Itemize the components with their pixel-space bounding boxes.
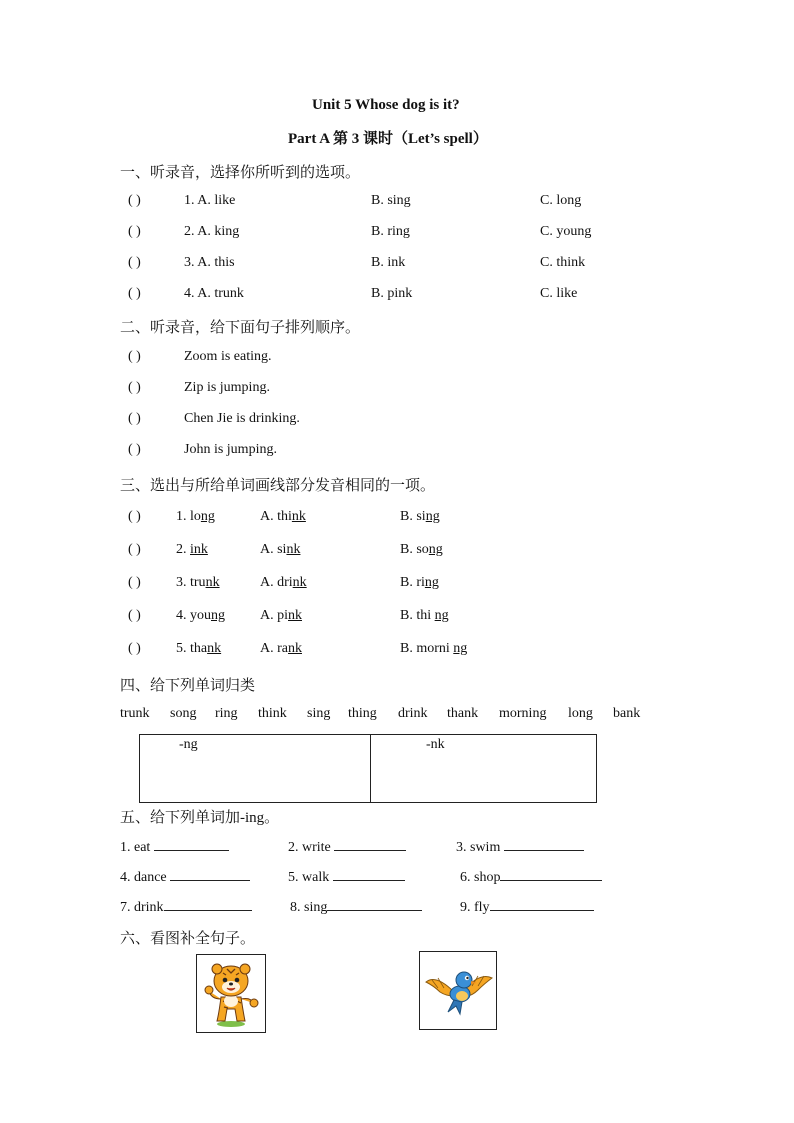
answer-blank[interactable] xyxy=(333,868,405,881)
answer-paren[interactable]: ( ) xyxy=(128,641,141,656)
option-a: A. pink xyxy=(260,608,302,623)
section-1-heading: 一、听录音，选择你所听到的选项。 xyxy=(120,165,361,181)
list-item: 2. write xyxy=(288,838,406,856)
classify-box-nk[interactable] xyxy=(370,734,597,803)
answer-paren[interactable]: ( ) xyxy=(128,411,141,426)
word: sing xyxy=(307,706,331,721)
section-4-heading: 四、给下列单词归类 xyxy=(120,678,256,694)
word: ring xyxy=(215,706,238,721)
list-item: 8. sing xyxy=(290,898,422,916)
bird-image xyxy=(419,951,497,1030)
answer-blank[interactable] xyxy=(170,868,250,881)
word: drink xyxy=(398,706,428,721)
list-item: 9. fly xyxy=(460,898,594,916)
option-b: B. sing xyxy=(371,193,411,208)
option-b: B. song xyxy=(400,542,443,557)
option-c: C. long xyxy=(540,193,582,208)
list-item: 4. dance xyxy=(120,868,250,886)
option-a: A. drink xyxy=(260,575,307,590)
word: trunk xyxy=(120,706,150,721)
option-c: C. think xyxy=(540,255,586,270)
list-item: 6. shop xyxy=(460,868,602,886)
option-a: A. rank xyxy=(260,641,302,656)
column-label-ng: -ng xyxy=(179,737,198,752)
option-c: C. young xyxy=(540,224,592,239)
word: thing xyxy=(348,706,377,721)
answer-paren[interactable]: ( ) xyxy=(128,442,141,457)
option-b: B. morni ng xyxy=(400,641,468,656)
classify-box-ng[interactable] xyxy=(139,734,371,803)
answer-blank[interactable] xyxy=(334,838,406,851)
answer-paren[interactable]: ( ) xyxy=(128,509,141,524)
page-title: Unit 5 Whose dog is it? xyxy=(312,97,460,113)
option-a: A. think xyxy=(260,509,306,524)
option-a: 1. A. like xyxy=(184,193,236,208)
answer-blank[interactable] xyxy=(164,898,252,911)
tiger-icon xyxy=(197,955,265,1032)
list-item: 7. drink xyxy=(120,898,252,916)
sentence: Zoom is eating. xyxy=(184,349,272,364)
answer-paren[interactable]: ( ) xyxy=(128,349,141,364)
answer-paren[interactable]: ( ) xyxy=(128,542,141,557)
section-5-heading: 五、给下列单词加-ing。 xyxy=(120,810,280,826)
section-2-heading: 二、听录音，给下面句子排列顺序。 xyxy=(120,320,361,336)
answer-paren[interactable]: ( ) xyxy=(128,608,141,623)
list-item: 5. walk xyxy=(288,868,405,886)
answer-paren[interactable]: ( ) xyxy=(128,286,141,301)
word: thank xyxy=(447,706,479,721)
question-word: 1. long xyxy=(176,509,215,524)
tiger-image xyxy=(196,954,266,1033)
question-word: 3. trunk xyxy=(176,575,220,590)
option-b: B. thi ng xyxy=(400,608,449,623)
sentence: Chen Jie is drinking. xyxy=(184,411,300,426)
word: bank xyxy=(613,706,641,721)
word: think xyxy=(258,706,287,721)
sentence: John is jumping. xyxy=(184,442,277,457)
answer-paren[interactable]: ( ) xyxy=(128,380,141,395)
option-a: 2. A. king xyxy=(184,224,240,239)
option-a: A. sink xyxy=(260,542,301,557)
answer-paren[interactable]: ( ) xyxy=(128,193,141,208)
word: song xyxy=(170,706,197,721)
option-a: 3. A. this xyxy=(184,255,235,270)
option-a: 4. A. trunk xyxy=(184,286,244,301)
answer-blank[interactable] xyxy=(154,838,229,851)
option-b: B. ring xyxy=(400,575,439,590)
section-3-heading: 三、选出与所给单词画线部分发音相同的一项。 xyxy=(120,478,436,494)
answer-blank[interactable] xyxy=(500,868,602,881)
answer-blank[interactable] xyxy=(327,898,422,911)
option-b: B. ring xyxy=(371,224,410,239)
option-b: B. ink xyxy=(371,255,406,270)
sentence: Zip is jumping. xyxy=(184,380,270,395)
question-word: 4. young xyxy=(176,608,225,623)
word: long xyxy=(568,706,593,721)
list-item: 3. swim xyxy=(456,838,584,856)
answer-paren[interactable]: ( ) xyxy=(128,255,141,270)
column-label-nk: -nk xyxy=(426,737,445,752)
page-subtitle: Part A 第 3 课时（Let’s spell） xyxy=(288,131,488,147)
option-b: B. sing xyxy=(400,509,440,524)
bird-icon xyxy=(420,952,496,1029)
answer-blank[interactable] xyxy=(490,898,594,911)
question-word: 2. ink xyxy=(176,542,208,557)
question-word: 5. thank xyxy=(176,641,222,656)
list-item: 1. eat xyxy=(120,838,229,856)
answer-blank[interactable] xyxy=(504,838,584,851)
word: morning xyxy=(499,706,547,721)
option-c: C. like xyxy=(540,286,578,301)
answer-paren[interactable]: ( ) xyxy=(128,575,141,590)
option-b: B. pink xyxy=(371,286,413,301)
answer-paren[interactable]: ( ) xyxy=(128,224,141,239)
section-6-heading: 六、看图补全句子。 xyxy=(120,931,256,947)
